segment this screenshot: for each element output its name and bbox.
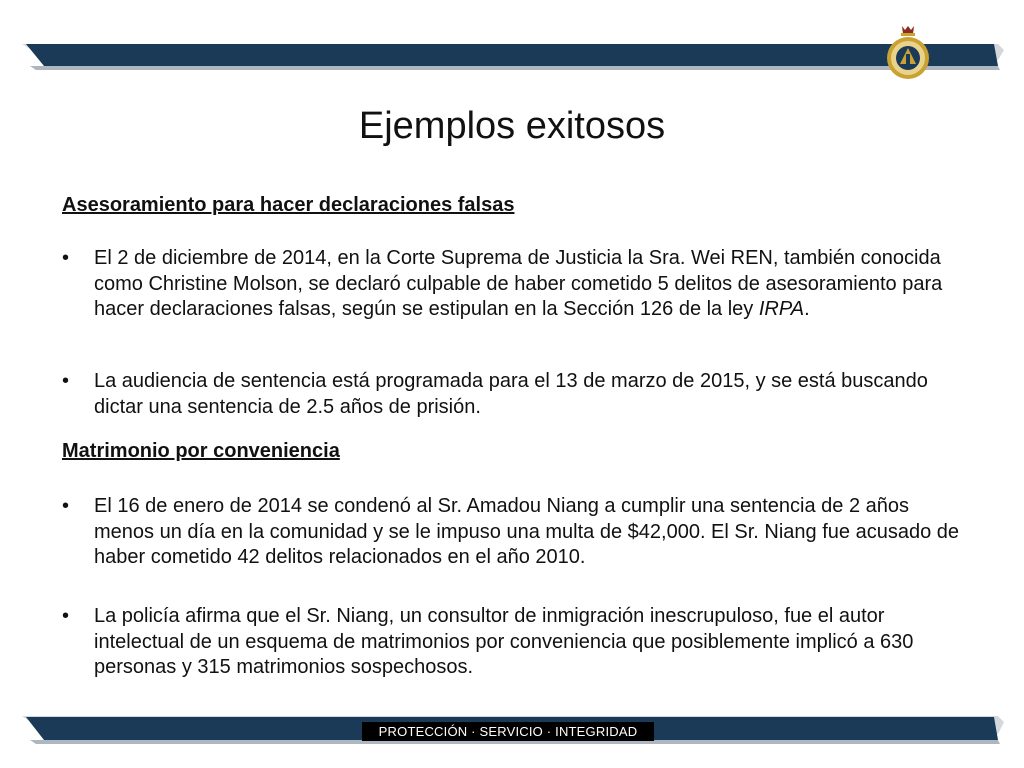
- bullet-item: [62, 246, 972, 323]
- agency-crest-icon: [880, 24, 936, 82]
- section-heading-false-declarations: Asesoramiento para hacer declaraciones falsas: [62, 194, 515, 216]
- bullet-item: [62, 604, 972, 681]
- bullet-text: La audiencia de sentencia está programada para el 13 de marzo de 2015, y se está buscando dictar una sentencia de 2.5 años de prisión.: [94, 370, 928, 418]
- bullet-item: [62, 369, 972, 420]
- act-name: IRPA: [758, 298, 805, 320]
- bullet-dot: •: [62, 495, 70, 517]
- bullet-text: El 16 de enero de 2014 se condenó al Sr. Amadou Niang a cumplir una sentencia de 2 años menos un día en la comunidad y se le impuso una multa de $42,000. El Sr. Niang fue acusado de haber cometido 42 delitos relacionados en el año 2010.: [94, 495, 959, 568]
- bullet-dot: •: [62, 370, 70, 392]
- bullet-text: El 2 de diciembre de 2014, en la Corte Suprema de Justicia la Sra. Wei REN, también conocida como Christine Molson, se declaró culpable de haber cometido 5 delitos de asesoramiento para hacer declaraciones falsas, según se estipulan en la Sección 126 de la ley IRPA.: [94, 247, 943, 320]
- bullet-text: La policía afirma que el Sr. Niang, un consultor de inmigración inescrupuloso, fue el autor intelectual de un esquema de matrimonios por conveniencia que posiblemente implicó a 630 personas y 315 matrimonios sospechosos.: [94, 605, 914, 678]
- slide-title: Ejemplos exitosos: [358, 105, 666, 147]
- bullet-item: [62, 494, 972, 571]
- section-heading-marriage-fraud: Matrimonio por conveniencia: [62, 440, 340, 462]
- bullet-dot: •: [62, 247, 70, 269]
- bullet-dot: •: [62, 605, 70, 627]
- header-band: [0, 0, 1024, 100]
- footer-motto: PROTECCIÓN · SERVICIO · INTEGRIDAD: [362, 722, 654, 741]
